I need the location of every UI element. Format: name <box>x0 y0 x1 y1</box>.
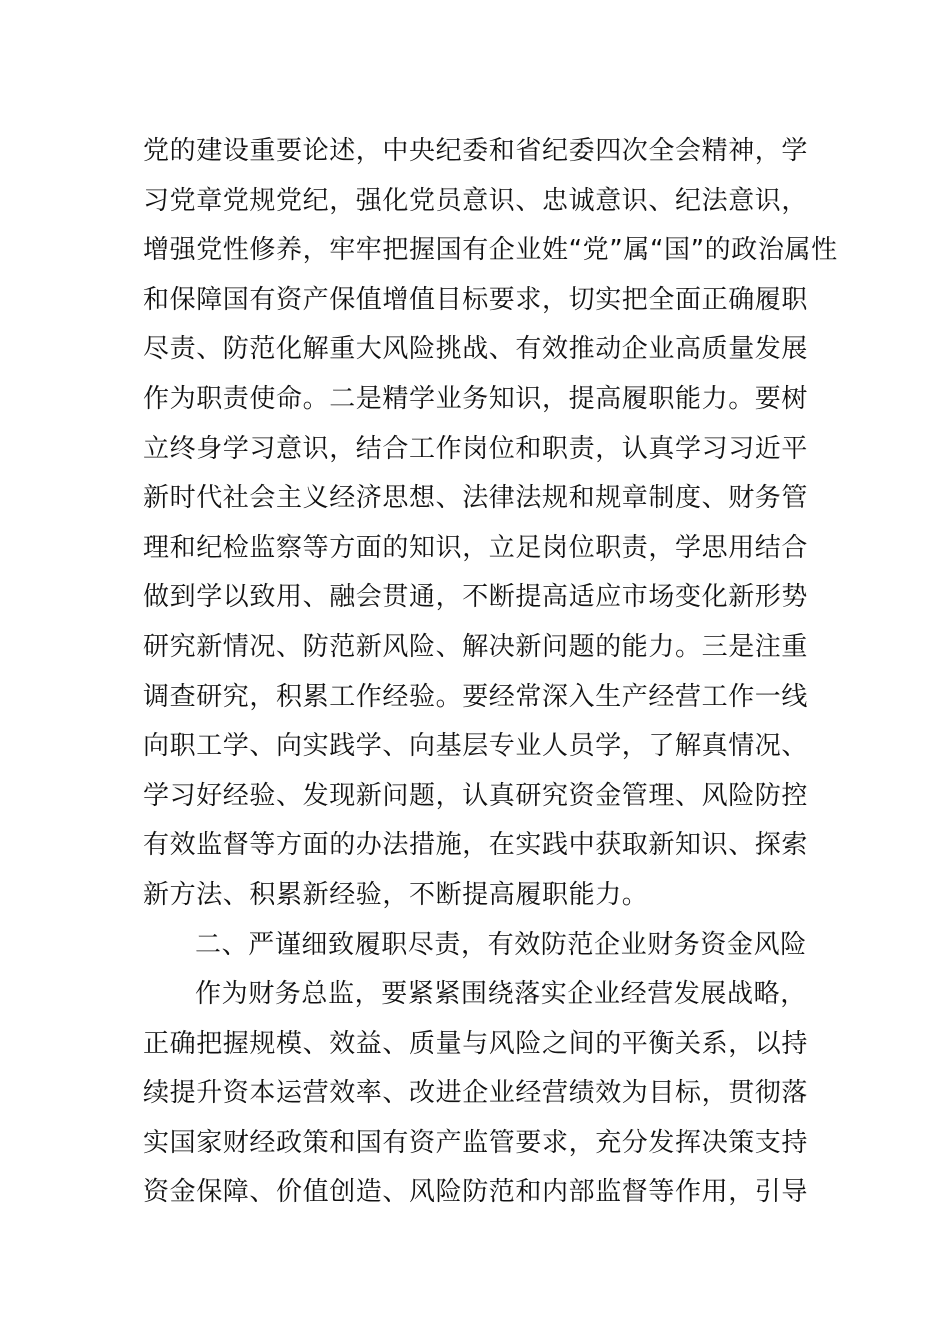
body-line-3: 增强党性修养，牢牢把握国有企业姓“党”属“国”的政治属性 <box>143 235 838 266</box>
body-line-4: 和保障国有资产保值增值目标要求，切实把全面正确履职 <box>143 284 809 315</box>
body-line-2: 习党章党规党纪，强化党员意识、忠诚意识、纪法意识， <box>143 185 809 216</box>
section-line-5: 资金保障、价值创造、风险防范和内部监督等作用，引导 <box>143 1177 809 1208</box>
section-line-2: 正确把握规模、效益、质量与风险之间的平衡关系，以持 <box>143 1028 809 1059</box>
body-line-14: 学习好经验、发现新问题，认真研究资金管理、风险防控 <box>143 780 809 811</box>
section-line-3: 续提升资本运营效率、改进企业经营绩效为目标，贯彻落 <box>143 1078 809 1109</box>
body-line-15: 有效监督等方面的办法措施，在实践中获取新知识、探索 <box>143 830 809 861</box>
section-line-1: 作为财务总监，要紧紧围绕落实企业经营发展战略， <box>195 979 807 1010</box>
body-line-13: 向职工学、向实践学、向基层专业人员学，了解真情况、 <box>143 731 809 762</box>
section-heading: 二、严谨细致履职尽责，有效防范企业财务资金风险 <box>195 929 807 960</box>
body-line-11: 研究新情况、防范新风险、解决新问题的能力。三是注重 <box>143 631 809 662</box>
section-line-4: 实国家财经政策和国有资产监管要求，充分发挥决策支持 <box>143 1127 809 1158</box>
body-line-9: 理和纪检监察等方面的知识，立足岗位职责，学思用结合 <box>143 532 809 563</box>
body-line-1: 党的建设重要论述，中央纪委和省纪委四次全会精神，学 <box>143 136 809 166</box>
body-line-10: 做到学以致用、融会贯通，不断提高适应市场变化新形势 <box>143 582 809 613</box>
body-line-12: 调查研究，积累工作经验。要经常深入生产经营工作一线 <box>143 681 809 712</box>
document-body <box>143 127 838 1218</box>
body-line-16: 新方法、积累新经验，不断提高履职能力。 <box>143 879 649 910</box>
body-line-8: 新时代社会主义经济思想、法律法规和规章制度、财务管 <box>143 483 809 514</box>
body-line-5: 尽责、防范化解重大风险挑战、有效推动企业高质量发展 <box>143 334 809 365</box>
body-line-7: 立终身学习意识，结合工作岗位和职责，认真学习习近平 <box>143 433 809 464</box>
body-line-6: 作为职责使命。二是精学业务知识，提高履职能力。要树 <box>143 383 809 414</box>
